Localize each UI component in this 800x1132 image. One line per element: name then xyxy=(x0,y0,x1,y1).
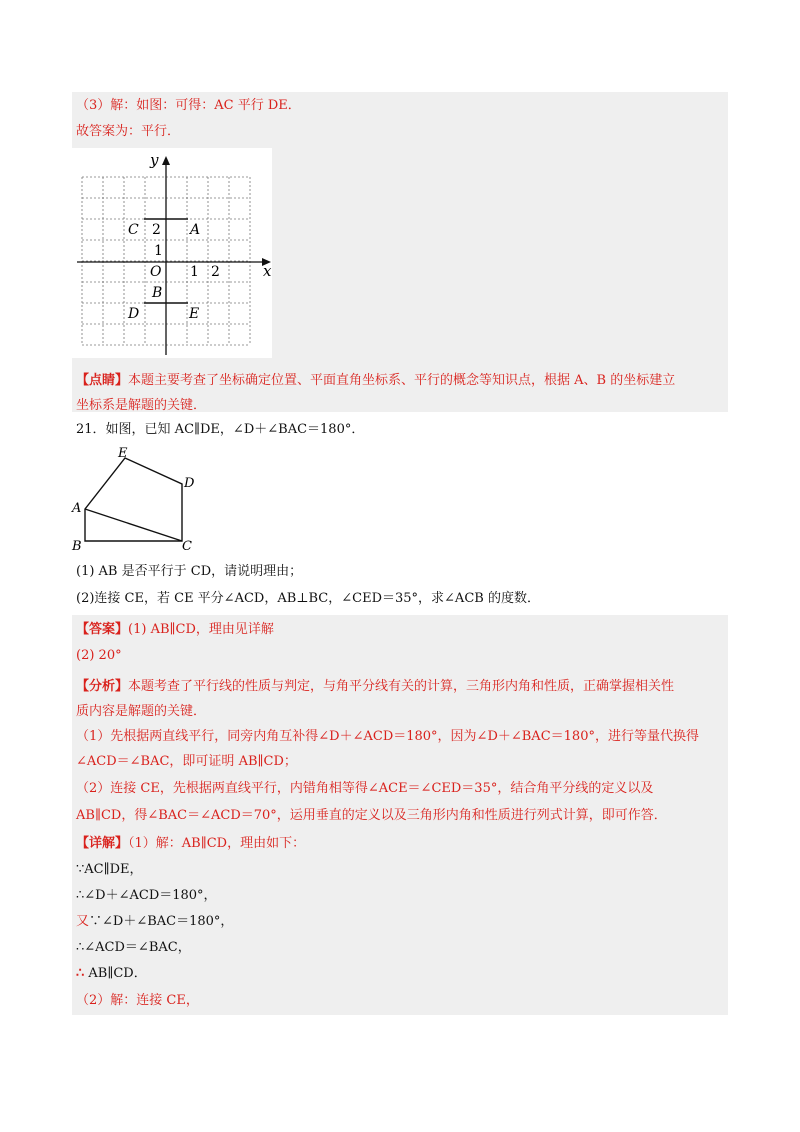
detail-step-5-prefix: ∴ xyxy=(76,966,85,981)
analysis-line2: 质内容是解题的关键． xyxy=(76,704,207,719)
detail-step-5-text: AB∥CD． xyxy=(84,966,147,981)
q21-part1: (1) AB 是否平行于 CD，请说明理由； xyxy=(76,564,303,579)
label-a: A xyxy=(190,222,201,238)
x-label: x xyxy=(263,262,272,280)
label-2-y: 2 xyxy=(152,222,161,238)
detail-step-2: ∴∠D＋∠ACD＝180°， xyxy=(76,888,217,903)
detail-step-6: （2）解：连接 CE， xyxy=(76,993,199,1008)
comment-line1 xyxy=(76,371,675,391)
fig-label-c: C xyxy=(182,539,192,554)
answer-2: (2) 20° xyxy=(76,648,122,663)
label-1-y: 1 xyxy=(154,243,163,259)
coordinate-grid-figure xyxy=(72,148,272,358)
y-label: y xyxy=(150,151,159,169)
fig-label-e: E xyxy=(118,446,128,461)
detail-tag: 【详解】 xyxy=(76,836,129,851)
quadrilateral-figure xyxy=(68,446,208,556)
fig-label-a: A xyxy=(72,501,82,516)
analysis-line1 xyxy=(76,677,674,697)
fig-label-d: D xyxy=(184,476,195,491)
q21-part2: (2)连接 CE，若 CE 平分∠ACD，AB⊥BC，∠CED＝35°，求∠ACB 的度数． xyxy=(76,591,540,606)
detail-step-3 xyxy=(76,912,233,932)
sol3-line2: 故答案为：平行． xyxy=(76,124,181,139)
analysis-line5: （2）连接 CE，先根据两直线平行，内错角相等得∠ACE＝∠CED＝35°，结合角平分线的定义以及 xyxy=(76,781,654,796)
detail-head xyxy=(76,834,305,854)
analysis-tag: 【分析】 xyxy=(76,679,129,694)
comment-line2: 坐标系是解题的关键． xyxy=(76,398,207,413)
figure-outline xyxy=(85,458,182,541)
detail-head-text: （1）解：AB∥CD，理由如下： xyxy=(128,836,306,851)
detail-step-1: ∵AC∥DE， xyxy=(76,862,143,877)
label-2-x: 2 xyxy=(211,264,220,280)
analysis-line4: ∠ACD＝∠BAC，即可证明 AB∥CD； xyxy=(76,754,297,769)
analysis-line3: （1）先根据两直线平行，同旁内角互补得∠D＋∠ACD＝180°，因为∠D＋∠BAC＝180°，进行等量代换得 xyxy=(76,729,699,744)
label-1-x: 1 xyxy=(190,264,199,280)
analysis-text-1: 本题考查了平行线的性质与判定，与角平分线有关的计算，三角形内角和性质，正确掌握相关性 xyxy=(128,679,675,694)
sol3-line1: （3）解：如图：可得：AC 平行 DE． xyxy=(76,98,301,113)
detail-step-3-prefix: 又 xyxy=(76,914,90,929)
q21-stem: 21．如图，已知 AC∥DE，∠D＋∠BAC＝180°． xyxy=(76,422,365,437)
fig-label-b: B xyxy=(72,539,82,554)
label-e: E xyxy=(189,306,200,322)
segment-ac xyxy=(85,509,182,541)
label-o: O xyxy=(150,264,162,280)
detail-step-4: ∴∠ACD＝∠BAC， xyxy=(76,940,191,955)
answer-tag: 【答案】 xyxy=(76,622,129,637)
detail-step-5 xyxy=(76,964,147,984)
label-c: C xyxy=(128,222,139,238)
comment-text-1: 本题主要考查了坐标确定位置、平面直角坐标系、平行的概念等知识点，根据 A、B 的坐标建立 xyxy=(128,373,676,388)
comment-tag: 【点睛】 xyxy=(76,373,129,388)
answer-line1 xyxy=(76,620,274,640)
label-d: D xyxy=(128,306,140,322)
detail-step-3-text: ∵∠D＋∠BAC＝180°， xyxy=(89,914,234,929)
analysis-line6: AB∥CD，得∠BAC＝∠ACD＝70°，运用垂直的定义以及三角形内角和性质进行列式计算，即可作答． xyxy=(76,808,667,823)
label-b: B xyxy=(152,285,163,301)
answer-1: (1) AB∥CD，理由见详解 xyxy=(128,622,274,637)
